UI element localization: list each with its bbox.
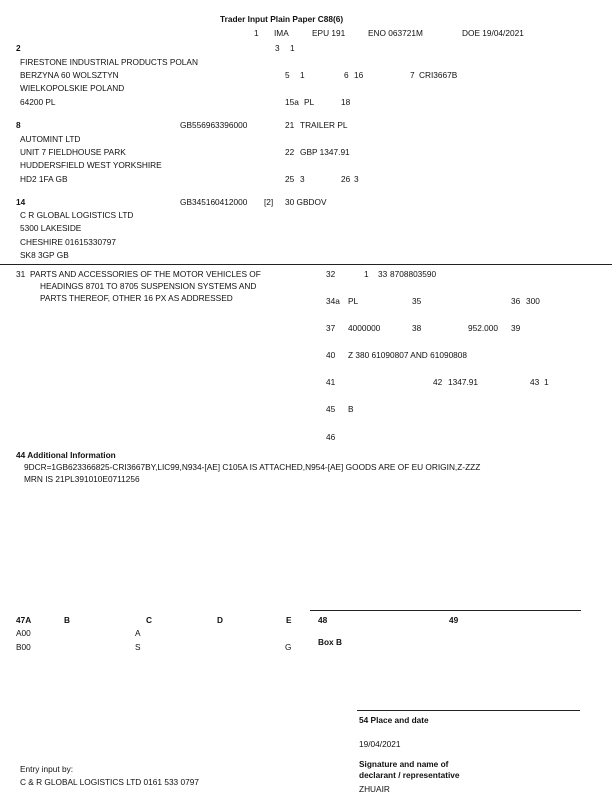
declarant-name: ZHUAIR: [359, 784, 390, 794]
table-header: D: [217, 615, 223, 625]
table-cell: B00: [16, 642, 31, 652]
box22-value: GBP 1347.91: [300, 147, 350, 157]
box2-number: 2: [16, 43, 21, 53]
box18-number: 18: [341, 97, 351, 107]
consignor-line: WIELKOPOLSKIE POLAND: [20, 83, 125, 93]
box34a-number: 34a: [326, 296, 340, 306]
box42-value: 1347.91: [448, 377, 478, 387]
box-b-label: Box B: [318, 637, 342, 647]
consignee-line: UNIT 7 FIELDHOUSE PARK: [20, 147, 126, 157]
box22-number: 22: [285, 147, 295, 157]
box6-number: 6: [344, 70, 349, 80]
box3-value: 1: [290, 43, 295, 53]
table-header: E: [286, 615, 292, 625]
box21-number: 21: [285, 120, 295, 130]
consignee-line: HUDDERSFIELD WEST YORKSHIRE: [20, 160, 162, 170]
box26-value: 3: [354, 174, 359, 184]
box49-number: 49: [449, 615, 459, 625]
box5-value: 1: [300, 70, 305, 80]
box25-value: 3: [300, 174, 305, 184]
box40-value: Z 380 61090807 AND 61090808: [348, 350, 468, 360]
declarant-eori: GB345160412000: [180, 197, 248, 207]
box1-declaration-type: IMA: [274, 28, 289, 38]
table-cell: G: [285, 642, 292, 652]
commodity-code: 8708803590: [390, 269, 437, 279]
box54-divider: [357, 710, 580, 711]
box21-value: TRAILER PL: [300, 120, 348, 130]
additional-info-line: 9DCR=1GB623366825-CRI3667BY,LIC99,N934-[AE] C105A IS ATTACHED,N954-[AE] GOODS ARE OF EU ORIGIN,Z-ZZZ: [24, 462, 481, 472]
box37-number: 37: [326, 323, 336, 333]
consignor-line: FIRESTONE INDUSTRIAL PRODUCTS POLAN: [20, 57, 198, 67]
section-divider: [0, 264, 612, 265]
table-cell: A: [135, 628, 141, 638]
goods-description-line: HEADINGS 8701 TO 8705 SUSPENSION SYSTEMS AND: [40, 281, 257, 291]
box33-number: 33: [378, 269, 388, 279]
box48-number: 48: [318, 615, 328, 625]
box39-number: 39: [511, 323, 521, 333]
consignor-line: 64200 PL: [20, 97, 56, 107]
consignor-line: BERZYNA 60 WOLSZTYN: [20, 70, 119, 80]
box32-value: 1: [364, 269, 369, 279]
additional-info-label: 44 Additional Information: [16, 450, 116, 460]
table-cell: S: [135, 642, 141, 652]
consignee-line: AUTOMINT LTD: [20, 134, 81, 144]
declarant-line: 5300 LAKESIDE: [20, 223, 82, 233]
box25-number: 25: [285, 174, 295, 184]
place-date-label: 54 Place and date: [359, 715, 429, 725]
goods-description-line: PARTS THEREOF, OTHER 16 PX AS ADDRESSED: [40, 293, 233, 303]
declarant-line: C R GLOBAL LOGISTICS LTD: [20, 210, 134, 220]
box8-number: 8: [16, 120, 21, 130]
epu-number: EPU 191: [312, 28, 346, 38]
box43-value: 1: [544, 377, 549, 387]
box34a-value: PL: [348, 296, 359, 306]
table-header: 47A: [16, 615, 32, 625]
box42-number: 42: [433, 377, 443, 387]
box48-divider: [310, 610, 581, 611]
box26-number: 26: [341, 174, 351, 184]
table-cell: A00: [16, 628, 31, 638]
declarant-line: CHESHIRE 01615330797: [20, 237, 116, 247]
signature-label-line1: Signature and name of: [359, 759, 449, 769]
box45-value: B: [348, 404, 354, 414]
declarant-status: [2]: [264, 197, 274, 207]
box40-number: 40: [326, 350, 336, 360]
consignee-eori: GB556963396000: [180, 120, 248, 130]
box36-number: 36: [511, 296, 521, 306]
box15a-value: PL: [304, 97, 315, 107]
box45-number: 45: [326, 404, 336, 414]
box1-number: 1: [254, 28, 259, 38]
box38-number: 38: [412, 323, 422, 333]
goods-description-line: PARTS AND ACCESSORIES OF THE MOTOR VEHICLES OF: [30, 269, 261, 279]
form-title: Trader Input Plain Paper C88(6): [220, 14, 344, 24]
consignee-line: HD2 1FA GB: [20, 174, 68, 184]
box32-number: 32: [326, 269, 336, 279]
box6-value: 16: [354, 70, 364, 80]
box30-location: 30 GBDOV: [285, 197, 327, 207]
declaration-date: 19/04/2021: [359, 739, 401, 749]
box5-number: 5: [285, 70, 290, 80]
box43-number: 43: [530, 377, 540, 387]
box35-number: 35: [412, 296, 422, 306]
date-of-entry: DOE 19/04/2021: [462, 28, 524, 38]
box31-number: 31: [16, 269, 26, 279]
box36-value: 300: [526, 296, 540, 306]
box3-number: 3: [275, 43, 280, 53]
box7-value: CRI3667B: [419, 70, 458, 80]
additional-info-line: MRN IS 21PL391010E0711256: [24, 474, 140, 484]
table-header: B: [64, 615, 70, 625]
entry-input-label: Entry input by:: [20, 764, 74, 774]
box37-value: 4000000: [348, 323, 381, 333]
signature-label-line2: declarant / representative: [359, 770, 460, 780]
declarant-line: SK8 3GP GB: [20, 250, 69, 260]
box14-number: 14: [16, 197, 26, 207]
box7-number: 7: [410, 70, 415, 80]
entry-input-value: C & R GLOBAL LOGISTICS LTD 0161 533 0797: [20, 777, 199, 787]
table-header: C: [146, 615, 152, 625]
box38-value: 952.000: [468, 323, 498, 333]
entry-number: ENO 063721M: [368, 28, 423, 38]
box41-number: 41: [326, 377, 336, 387]
box46-number: 46: [326, 432, 336, 442]
box15a-number: 15a: [285, 97, 299, 107]
